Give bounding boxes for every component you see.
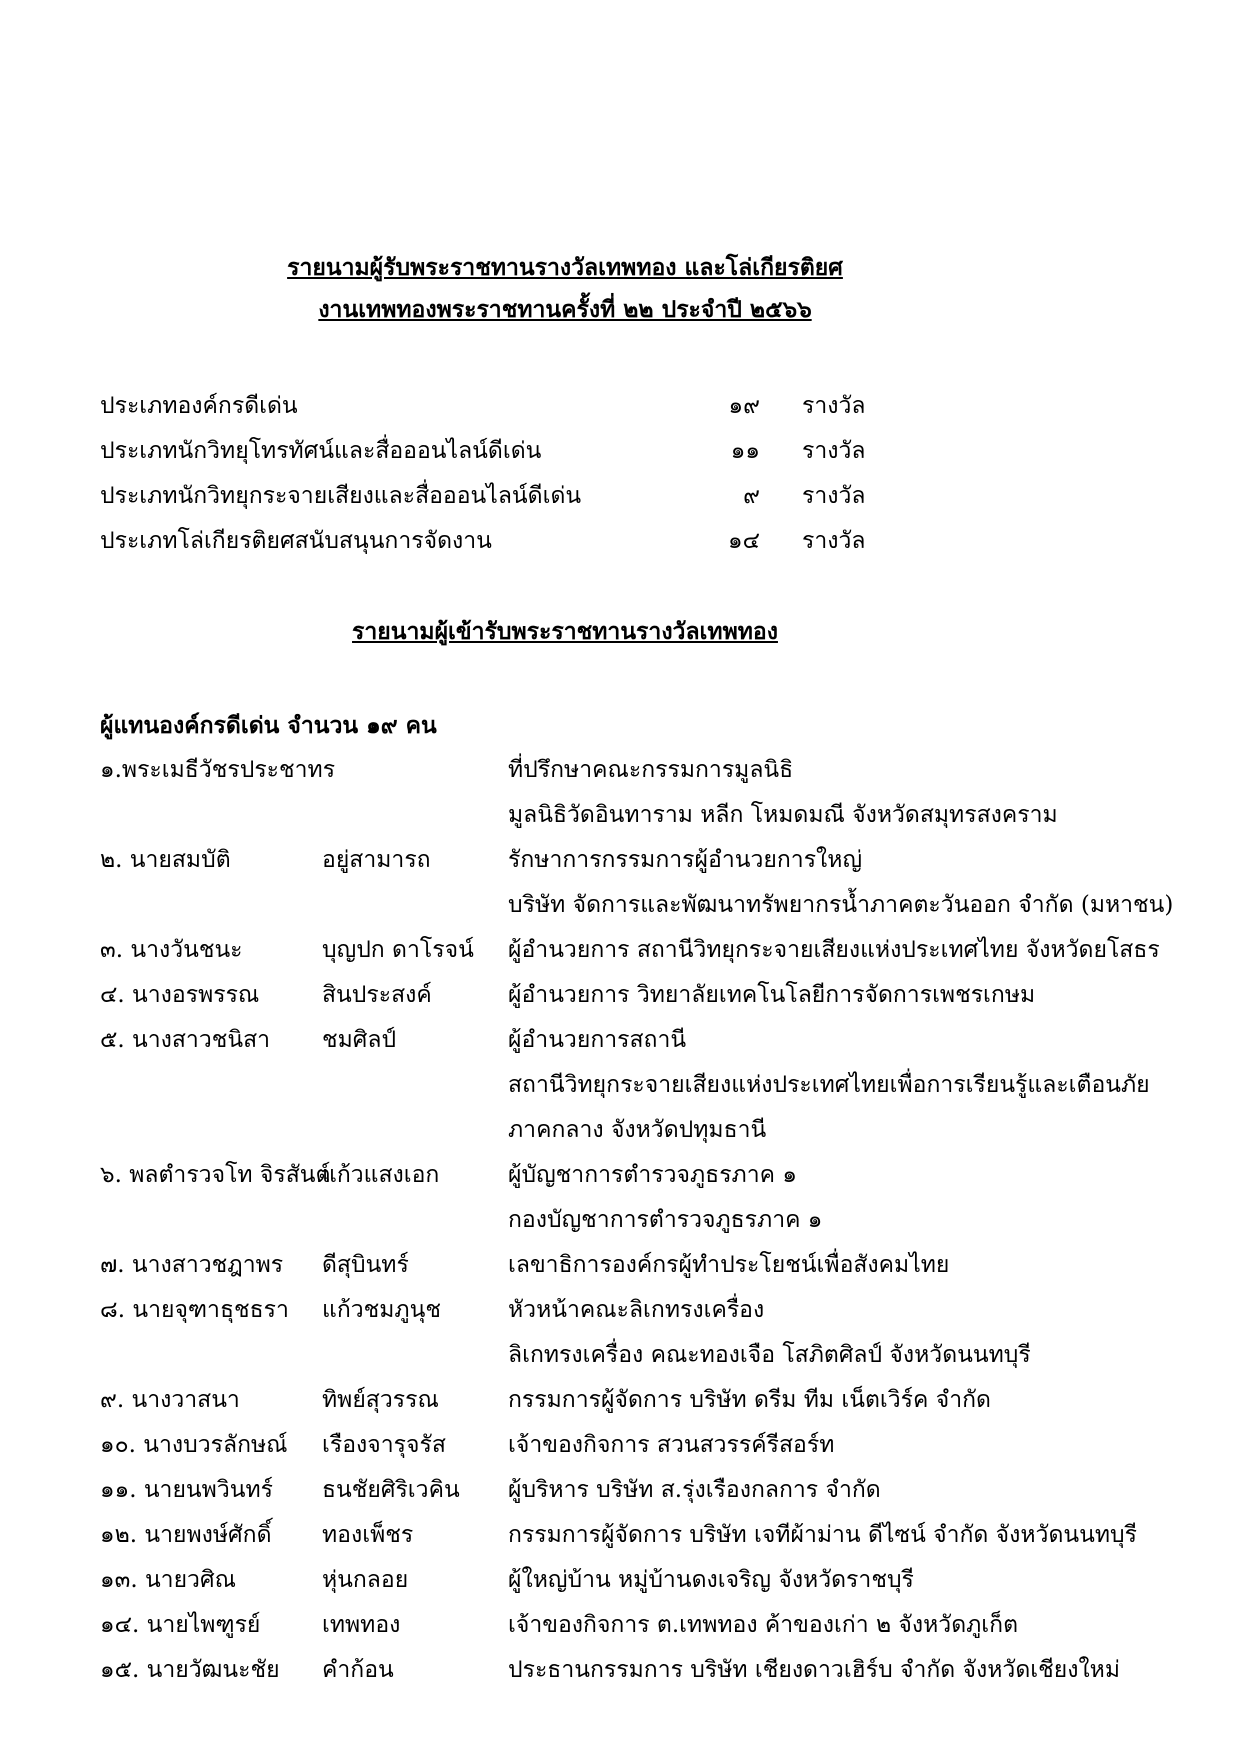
recipient-name: ๔. นางอรพรรณ (100, 982, 260, 1008)
document-title-line-2: งานเทพทองพระราชทานครั้งที่ ๒๒ ประจำปี ๒๕๖๖ (318, 296, 812, 323)
recipient-name: ๑๑. นายนพวินทร์ (100, 1477, 273, 1503)
recipient-surname: อยู่สามารถ (322, 847, 431, 873)
recipient-name: ๑๔. นายไพฑูรย์ (100, 1612, 261, 1638)
summary-unit: รางวัล (802, 393, 866, 419)
recipient-position: ภาคกลาง จังหวัดปทุมธานี (508, 1117, 767, 1143)
recipient-surname: ธนชัยศิริเวคิน (322, 1477, 460, 1503)
summary-row (100, 523, 866, 563)
recipient-position: หัวหน้าคณะลิเกทรงเครื่อง (508, 1297, 765, 1323)
summary-label: ประเภทนักวิทยุกระจายเสียงและสื่อออนไลน์ดีเด่น (100, 483, 582, 509)
recipient-position: บริษัท จัดการและพัฒนาทรัพยากรน้ำภาคตะวันออก จำกัด (มหาชน) (508, 892, 1174, 918)
recipient-position: รักษาการกรรมการผู้อำนวยการใหญ่ (508, 847, 863, 873)
summary-label: ประเภทโล่เกียรติยศสนับสนุนการจัดงาน (100, 528, 492, 554)
summary-count: ๙ (743, 483, 760, 509)
recipient-name: ๑๒. นายพงษ์ศักดิ์ (100, 1522, 272, 1548)
recipient-position: เลขาธิการองค์กรผู้ทำประโยชน์เพื่อสังคมไทย (508, 1252, 950, 1278)
recipient-surname: บุญปก ดาโรจน์ (322, 937, 474, 963)
recipient-position: ผู้บัญชาการตำรวจภูธรภาค ๑ (508, 1162, 797, 1188)
recipient-surname: หุ่นกลอย (322, 1567, 409, 1593)
recipient-position: ผู้อำนวยการ สถานีวิทยุกระจายเสียงแห่งประเทศไทย จังหวัดยโสธร (508, 937, 1160, 963)
recipient-position: กรรมการผู้จัดการ บริษัท เจทีผ้าม่าน ดีไซน์ จำกัด จังหวัดนนทบุรี (508, 1522, 1137, 1548)
recipient-position: ผู้อำนวยการ วิทยาลัยเทคโนโลยีการจัดการเพชรเกษม (508, 982, 1036, 1008)
recipient-position: ที่ปรึกษาคณะกรรมการมูลนิธิ (508, 757, 794, 783)
recipient-position: ประธานกรรมการ บริษัท เชียงดาวเฮิร์บ จำกัด จังหวัดเชียงใหม่ (508, 1657, 1120, 1683)
recipient-name: ๖. พลตำรวจโท จิรสันต์ (100, 1162, 331, 1188)
recipient-position: สถานีวิทยุกระจายเสียงแห่งประเทศไทยเพื่อการเรียนรู้และเตือนภัย (508, 1072, 1150, 1098)
recipient-position: เจ้าของกิจการ ต.เทพทอง ค้าของเก่า ๒ จังหวัดภูเก็ต (508, 1612, 1019, 1638)
recipient-surname: ดีสุบินทร์ (322, 1252, 409, 1278)
summary-count: ๑๑ (730, 438, 760, 464)
recipient-name: ๙. นางวาสนา (100, 1387, 240, 1413)
summary-label: ประเภทนักวิทยุโทรทัศน์และสื่อออนไลน์ดีเด่น (100, 438, 542, 464)
recipient-position: เจ้าของกิจการ สวนสวรรค์รีสอร์ท (508, 1432, 835, 1458)
recipient-surname: ชมศิลป์ (322, 1027, 397, 1053)
summary-unit: รางวัล (802, 528, 866, 554)
recipient-surname: ทิพย์สุวรรณ (322, 1387, 439, 1413)
recipient-position: มูลนิธิวัดอินทาราม หลีก โหมดมณี จังหวัดสมุทรสงคราม (508, 802, 1058, 828)
recipient-surname: ทองเพ็ชร (322, 1522, 414, 1548)
recipient-name: ๘. นายจุฑาธุชธรา (100, 1297, 289, 1323)
summary-row (100, 388, 866, 428)
section-title: รายนามผู้เข้ารับพระราชทานรางวัลเทพทอง (352, 618, 778, 645)
summary-count: ๑๔ (727, 528, 760, 554)
recipient-position: กองบัญชาการตำรวจภูธรภาค ๑ (508, 1207, 823, 1233)
group-heading: ผู้แทนองค์กรดีเด่น จำนวน ๑๙ คน (100, 712, 437, 739)
recipient-name: ๑.พระเมธีวัชรประชาทร (100, 757, 336, 783)
recipient-surname: เรืองจารุจรัส (322, 1432, 446, 1458)
summary-unit: รางวัล (802, 483, 866, 509)
recipient-name: ๗. นางสาวชฎาพร (100, 1252, 284, 1278)
summary-row (100, 433, 866, 473)
recipient-name: ๓. นางวันชนะ (100, 937, 243, 963)
summary-count: ๑๙ (728, 393, 760, 419)
summary-row (100, 478, 866, 518)
recipient-surname: สินประสงค์ (322, 982, 432, 1008)
recipient-position: ผู้ใหญ่บ้าน หมู่บ้านดงเจริญ จังหวัดราชบุรี (508, 1567, 914, 1593)
recipient-surname: คำก้อน (322, 1657, 394, 1683)
summary-unit: รางวัล (802, 438, 866, 464)
recipient-name: ๒. นายสมบัติ (100, 847, 231, 873)
recipient-name: ๕. นางสาวชนิสา (100, 1027, 271, 1053)
summary-label: ประเภทองค์กรดีเด่น (100, 393, 298, 419)
recipient-surname: แก้วแสงเอก (322, 1162, 440, 1188)
recipient-position: ลิเกทรงเครื่อง คณะทองเจือ โสภิตศิลป์ จังหวัดนนทบุรี (508, 1342, 1031, 1368)
document-title-line-1: รายนามผู้รับพระราชทานรางวัลเทพทอง และโล่เกียรติยศ (287, 254, 843, 281)
recipient-surname: แก้วชมภูนุช (322, 1297, 441, 1323)
recipient-name: ๑๕. นายวัฒนะชัย (100, 1657, 280, 1683)
recipient-position: ผู้อำนวยการสถานี (508, 1027, 687, 1053)
recipient-position: กรรมการผู้จัดการ บริษัท ดรีม ทีม เน็ตเวิร์ค จำกัด (508, 1387, 991, 1413)
recipient-name: ๑๐. นางบวรลักษณ์ (100, 1432, 288, 1458)
recipient-position: ผู้บริหาร บริษัท ส.รุ่งเรืองกลการ จำกัด (508, 1477, 881, 1503)
recipient-name: ๑๓. นายวศิณ (100, 1567, 236, 1593)
recipient-surname: เทพทอง (322, 1612, 401, 1638)
